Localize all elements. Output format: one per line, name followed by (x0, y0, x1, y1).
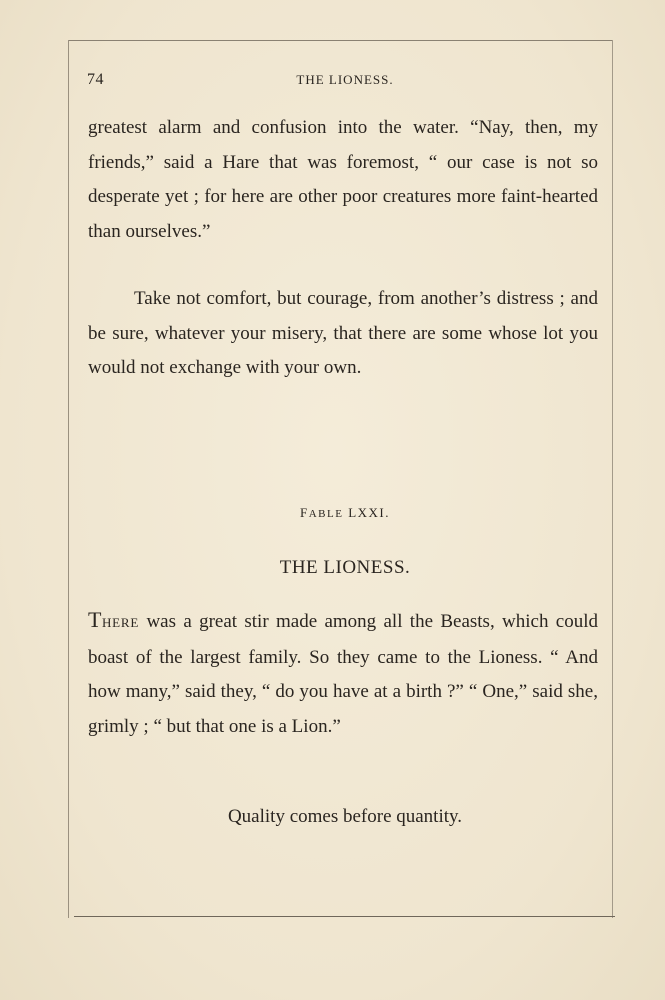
fable-text (88, 603, 598, 744)
page-border-left (68, 40, 69, 918)
page-border-right (612, 40, 613, 918)
paragraph-moral-previous: Take not comfort, but courage, from another’s distress ; and be sure, whatever your misery, that there are some whose lot you would not exchange with your own. (88, 288, 598, 378)
page-border-bottom (74, 916, 615, 917)
paragraph-continued: greatest alarm and confusion into the water. “Nay, then, my friends,” said a Hare that was foremost, “ our case is not so desperate yet ; for here are other poor creatures more faint-hearted than ourselves.” (88, 117, 598, 242)
page-border-top (68, 40, 613, 41)
fable-label-initial: F (299, 505, 309, 520)
fable-moral: Quality comes before quantity. (227, 806, 463, 827)
fable-title: THE LIONESS. (279, 557, 411, 578)
fable-body: was a great stir made among all the Beasts, which could boast of the largest family. So they came to the Lioness. “ And how many,” said they, “ do you have at a birth ?” “ One,” said she, grimly ; “ but that one is a Lion.” (88, 611, 598, 737)
page-number: 74 (87, 71, 104, 88)
fable-label-rest: ABLE (308, 508, 344, 520)
running-head: THE LIONESS. (296, 72, 394, 87)
fable-number-value: LXXI. (348, 505, 390, 520)
fable-first-word-rest: HERE (101, 615, 140, 630)
fable-initial-letter: T (88, 607, 102, 632)
fable-number (250, 505, 440, 521)
